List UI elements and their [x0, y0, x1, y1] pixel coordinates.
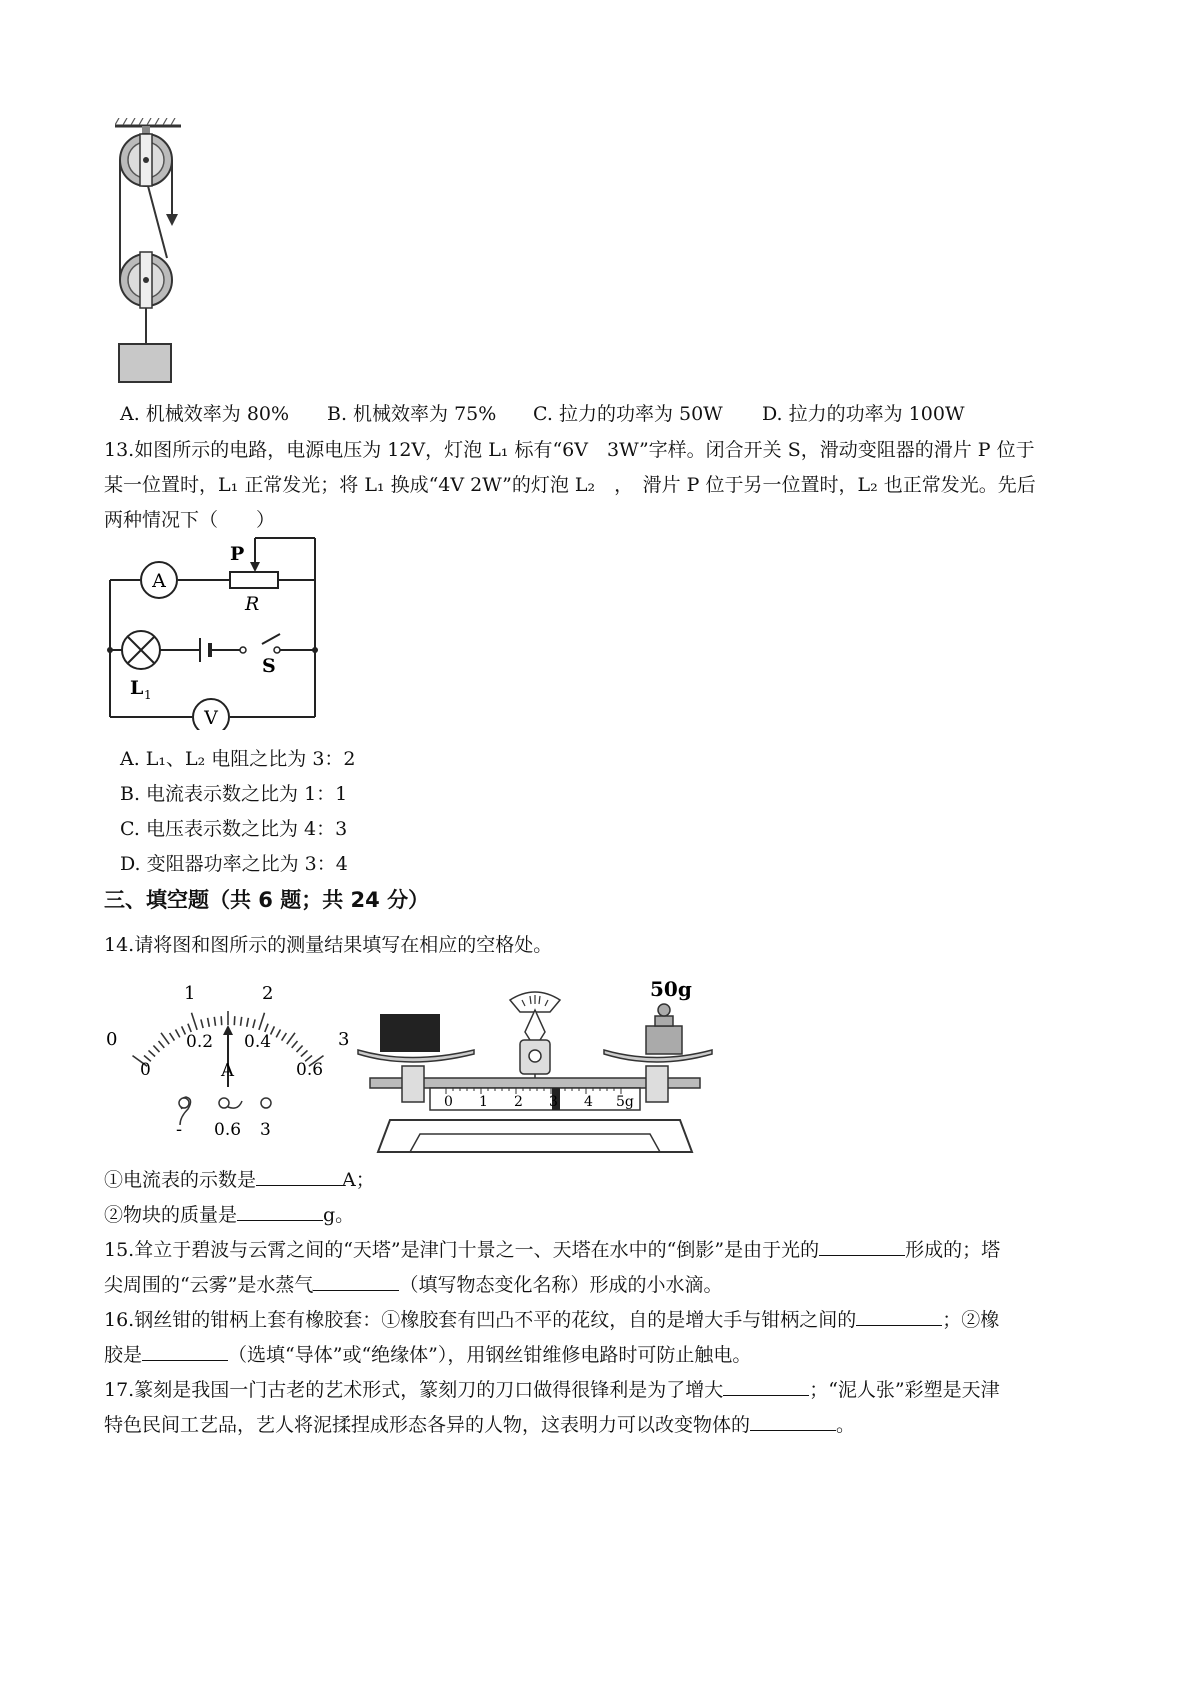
- dial-tick: [208, 1018, 210, 1027]
- q17-text-1b: ；“泥人张”彩塑是天津: [809, 1379, 1000, 1401]
- dial-unit: A: [221, 1060, 234, 1081]
- q12-option-b: B. 机械效率为 75%: [327, 403, 497, 425]
- q14-item-1: [104, 1167, 375, 1193]
- dial-tick: [301, 1050, 308, 1056]
- q16-text-1a: 16.钢丝钳的钳柄上套有橡胶套：①橡胶套有凹凸不平的花纹，自的是增大手与钳柄之间的: [104, 1309, 857, 1331]
- dial-tick: [149, 1050, 156, 1056]
- pulley-figure: [115, 118, 205, 388]
- q16-line-1: [104, 1307, 999, 1333]
- dial-tick: [153, 1046, 159, 1053]
- q14-blank-2[interactable]: [237, 1202, 323, 1221]
- dial-tick: [292, 1041, 298, 1048]
- q12-option-a: A. 机械效率为 80%: [120, 403, 290, 425]
- q12-option-c: C. 拉力的功率为 50W: [533, 403, 723, 425]
- scale-4: 4: [584, 1094, 593, 1110]
- dial-tick: [159, 1041, 165, 1048]
- dial-bottom-3: 0.6: [296, 1060, 324, 1080]
- terminal-06: 0.6: [214, 1120, 242, 1140]
- dial-bottom-1: 0.2: [186, 1032, 214, 1052]
- scale-3: 3: [549, 1094, 558, 1110]
- q14-item2-unit: g。: [323, 1204, 355, 1226]
- q16-blank-1[interactable]: [856, 1307, 942, 1326]
- q14-prompt: 14.请将图和图所示的测量结果填写在相应的空格处。: [104, 934, 553, 956]
- q17-text-1a: 17.篆刻是我国一门古老的艺术形式，篆刻刀的刀口做得很锋利是为了增大: [104, 1379, 724, 1401]
- dial-tick: [221, 1016, 222, 1025]
- ammeter-figure: [100, 975, 360, 1155]
- q15-blank-2[interactable]: [313, 1272, 399, 1291]
- dial-tick: [287, 1033, 295, 1044]
- q14-item2-text: ②物块的质量是: [104, 1204, 238, 1226]
- q14-item1-unit: A；: [342, 1169, 375, 1191]
- dial-tick: [214, 1017, 215, 1026]
- voltmeter-symbol: V: [204, 707, 218, 729]
- q13-line-2: 某一位置时，L₁ 正常发光；将 L₁ 换成“4V 2W”的灯泡 L₂ ， 滑片 P 位于另一位置时，L₂ 也正常发光。先后: [104, 474, 1036, 496]
- q17-blank-2[interactable]: [750, 1412, 836, 1431]
- q17-text-2a: 特色民间工艺品，艺人将泥揉捏成形态各异的人物，这表明力可以改变物体的: [104, 1414, 751, 1436]
- q15-text-2a: 尖周围的“云雾”是水蒸气: [104, 1274, 314, 1296]
- q15-line-1: [104, 1237, 1000, 1263]
- circuit-diagram: [100, 532, 330, 730]
- balance-figure: [350, 970, 720, 1155]
- ammeter-symbol: A: [152, 570, 166, 592]
- dial-tick: [241, 1017, 242, 1026]
- dial-tick: [282, 1033, 287, 1041]
- q13-line-3: 两种情况下（ ）: [104, 509, 276, 531]
- dial-bottom-2: 0.4: [244, 1032, 272, 1052]
- dial-tick: [247, 1018, 249, 1027]
- lamp-label: L: [130, 677, 144, 699]
- q17-line-1: [104, 1377, 1000, 1403]
- slider-label: P: [230, 543, 245, 565]
- dial-tick: [192, 1013, 198, 1030]
- dial-top-3: 3: [338, 1029, 350, 1050]
- dial-top-1: 1: [184, 983, 196, 1004]
- dial-tick: [182, 1026, 186, 1034]
- q16-line-2: [104, 1342, 751, 1368]
- dial-tick: [234, 1016, 235, 1025]
- q16-text-2b: （选填“导体”或“绝缘体”），用钢丝钳维修电路时可防止触电。: [228, 1344, 752, 1366]
- lamp-label-sub: 1: [144, 688, 152, 702]
- dial-bottom-0: 0: [140, 1060, 151, 1080]
- q17-line-2: [104, 1412, 855, 1438]
- q15-text-1a: 15.耸立于碧波与云霄之间的“天塔”是津门十景之一、天塔在水中的“倒影”是由于光的: [104, 1239, 820, 1261]
- resistor-label: R: [245, 593, 260, 615]
- dial-tick: [276, 1030, 280, 1038]
- q14-blank-1[interactable]: [256, 1167, 342, 1186]
- dial-tick: [170, 1033, 175, 1041]
- q16-blank-2[interactable]: [142, 1342, 228, 1361]
- scale-1: 1: [479, 1094, 488, 1110]
- scale-2: 2: [514, 1094, 523, 1110]
- dial-tick: [265, 1024, 268, 1032]
- weight-label: 50g: [650, 977, 692, 1001]
- scale-0: 0: [444, 1094, 453, 1110]
- dial-tick: [201, 1019, 203, 1028]
- switch-label: S: [262, 655, 276, 677]
- q15-text-2b: （填写物态变化名称）形成的小水滴。: [399, 1274, 723, 1296]
- q17-blank-1[interactable]: [723, 1377, 809, 1396]
- dial-tick: [188, 1024, 191, 1032]
- dial-tick: [253, 1019, 255, 1028]
- dial-tick: [161, 1033, 169, 1044]
- q13-option-b: B. 电流表示数之比为 1：1: [120, 783, 348, 805]
- dial-tick: [297, 1046, 303, 1053]
- terminal-3: 3: [260, 1120, 271, 1140]
- scale-5: 5g: [616, 1094, 634, 1110]
- q14-item-2: [104, 1202, 354, 1228]
- q13-option-a: A. L₁、L₂ 电阻之比为 3：2: [120, 748, 356, 770]
- q15-text-1b: 形成的；塔: [905, 1239, 1001, 1261]
- section-heading: 三、填空题（共 6 题；共 24 分）: [104, 888, 430, 912]
- q17-text-2b: 。: [836, 1414, 856, 1436]
- q12-option-d: D. 拉力的功率为 100W: [762, 403, 965, 425]
- q15-blank-1[interactable]: [819, 1237, 905, 1256]
- dial-top-0: 0: [106, 1029, 118, 1050]
- dial-tick: [259, 1013, 265, 1030]
- q13-line-1: 13.如图所示的电路，电源电压为 12V，灯泡 L₁ 标有“6V 3W”字样。闭合开关 S，滑动变阻器的滑片 P 位于: [104, 439, 1035, 461]
- q16-text-1b: ；②橡: [942, 1309, 1000, 1331]
- dial-top-2: 2: [262, 983, 274, 1004]
- q13-option-d: D. 变阻器功率之比为 3：4: [120, 853, 348, 875]
- terminal-neg: -: [176, 1119, 183, 1140]
- q15-line-2: [104, 1272, 722, 1298]
- q14-item1-text: ①电流表的示数是: [104, 1169, 257, 1191]
- q13-option-c: C. 电压表示数之比为 4：3: [120, 818, 348, 840]
- dial-tick: [271, 1026, 275, 1034]
- q16-text-2a: 胶是: [104, 1344, 143, 1366]
- dial-tick: [176, 1030, 180, 1038]
